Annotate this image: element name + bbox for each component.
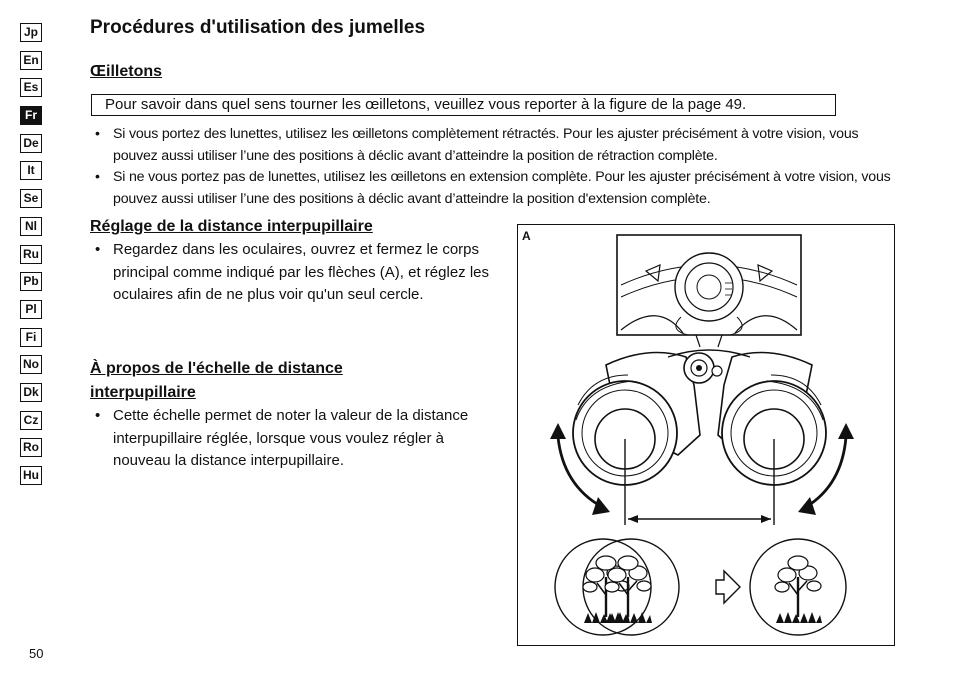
lang-tab-es[interactable]: Es — [20, 78, 42, 97]
scale-bullet: • Cette échelle permet de noter la valeur de la distance interpupillaire réglée, lorsque vous voulez régler à nouveau la distance interpupillaire. — [92, 405, 504, 473]
lang-tab-pb[interactable]: Pb — [20, 272, 42, 291]
ipd-bullets — [92, 239, 502, 307]
lang-tab-dk[interactable]: Dk — [20, 383, 42, 402]
lang-tab-nl[interactable]: Nl — [20, 217, 42, 236]
arrow-right-icon — [716, 571, 740, 603]
binoculars-illustration — [518, 225, 894, 645]
lang-tab-pl[interactable]: Pl — [20, 300, 42, 319]
lang-tab-de[interactable]: De — [20, 134, 42, 153]
lang-tab-ru[interactable]: Ru — [20, 245, 42, 264]
figure-label: A — [522, 229, 531, 243]
eyecups-bullet-no-glasses: • Si ne vous portez pas de lunettes, utilisez les œilletons en extension complète. Pour les ajuster précisément à votre vision, vous pouvez aussi utiliser l’une des positions à déclic avant d’atteindre la position d'extension complète. — [92, 167, 902, 210]
double-view — [555, 539, 679, 635]
eyecups-note: Pour savoir dans quel sens tourner les œilletons, veuillez vous reporter à la figure de la page 49. — [91, 94, 836, 116]
eyecups-heading: Œilletons — [90, 63, 163, 80]
lang-tab-no[interactable]: No — [20, 355, 42, 374]
language-tabs — [20, 23, 44, 494]
scale-bullets — [92, 405, 504, 473]
lang-tab-fr[interactable]: Fr — [20, 106, 42, 125]
eyecups-bullet-glasses: • Si vous portez des lunettes, utilisez les œilletons complètement rétractés. Pour les ajuster précisément à votre vision, vous pouvez aussi utiliser l’une des positions à déclic avant d’atteindre la position de rétraction complète. — [92, 124, 902, 167]
lang-tab-it[interactable]: It — [20, 161, 42, 180]
tree-icon — [775, 556, 822, 623]
lang-tab-ro[interactable]: Ro — [20, 438, 42, 457]
lang-tab-cz[interactable]: Cz — [20, 411, 42, 430]
ipd-heading: Réglage de la distance interpupillaire — [90, 218, 373, 235]
page-number: 50 — [29, 646, 44, 661]
figure-a — [517, 224, 895, 646]
zoom-inset — [617, 235, 801, 347]
lang-tab-jp[interactable]: Jp — [20, 23, 42, 42]
lang-tab-fi[interactable]: Fi — [20, 328, 42, 347]
ipd-bullet: • Regardez dans les oculaires, ouvrez et fermez le corps principal comme indiqué par les flèches (A), et réglez les oculaires afin de ne plus voir qu'un seul cercle. — [92, 239, 502, 307]
single-view — [750, 539, 846, 635]
eyecups-bullets — [92, 124, 902, 210]
lang-tab-en[interactable]: En — [20, 51, 42, 70]
binoculars-body — [573, 350, 826, 525]
scale-heading: À propos de l'échelle de distance interpupillaire — [90, 360, 343, 401]
lang-tab-se[interactable]: Se — [20, 189, 42, 208]
lang-tab-hu[interactable]: Hu — [20, 466, 42, 485]
page-title: Procédures d'utilisation des jumelles — [90, 17, 426, 38]
